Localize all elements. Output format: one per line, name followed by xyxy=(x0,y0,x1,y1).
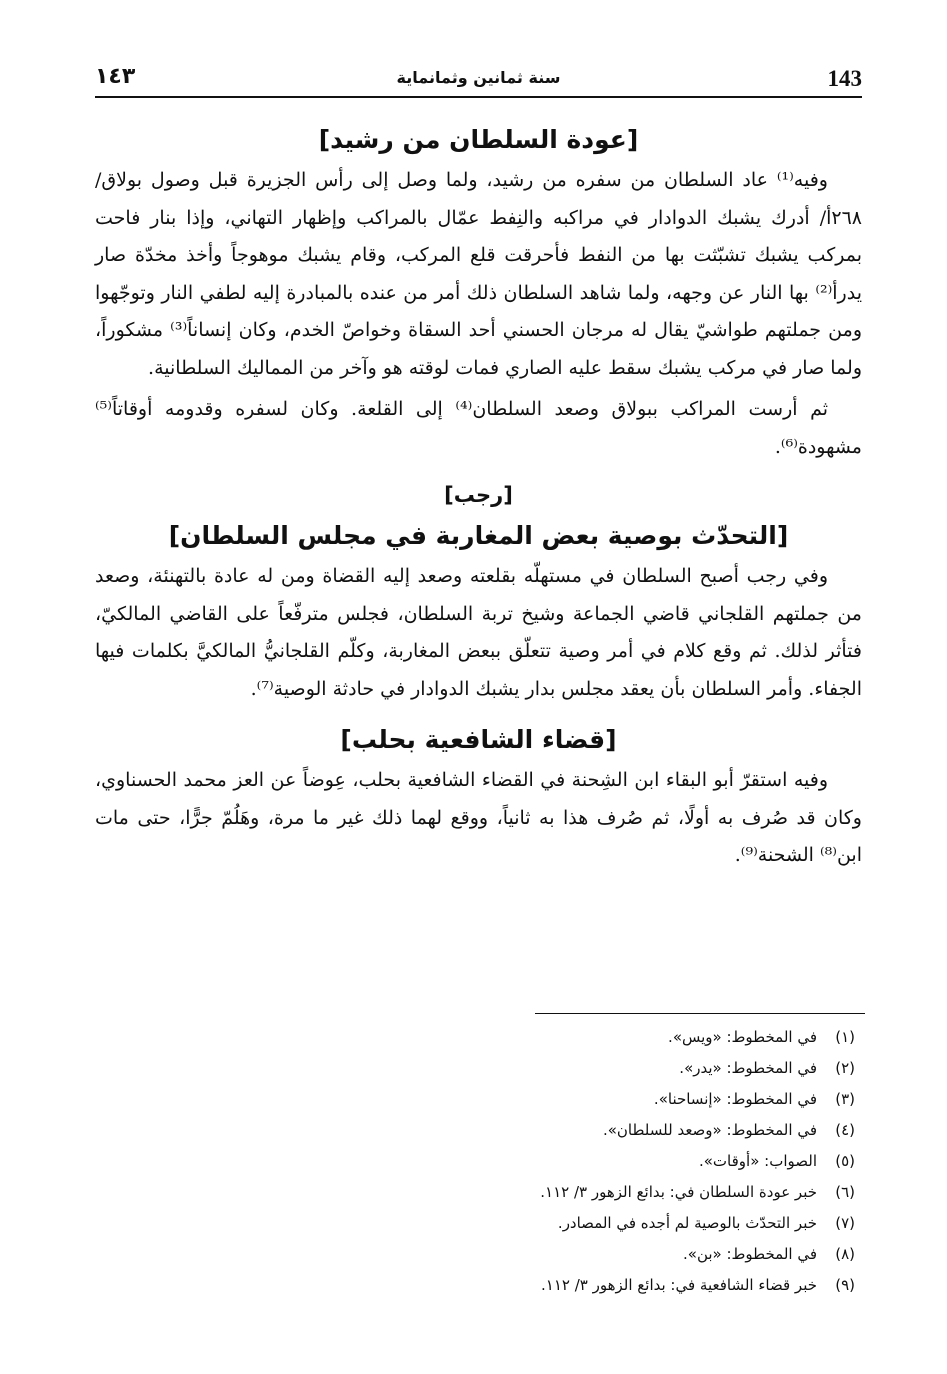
section-heading-shafii-judgeship: [قضاء الشافعية بحلب] xyxy=(340,725,617,754)
footnote-text: في المخطوط: «وصعد للسلطان». xyxy=(602,1121,817,1139)
footnote-text: في المخطوط: «ويس». xyxy=(668,1028,817,1046)
month-heading-rajab: [رجب] xyxy=(444,483,513,507)
main-text xyxy=(95,118,862,875)
footnote-item xyxy=(335,1146,855,1177)
footnote-number: (١) xyxy=(835,1028,855,1046)
paragraph: وفي رجب أصبح السلطان في مستهلّه بقلعته وصعد إليه القضاة ومن له عادة بالتهنئة، وصعد من جملتهم القلجاني قاضي الجماعة وشيخ تربة السلطان، فجلس مترفّعاً على القاضي المالكيّ، فتأثر لذلك. ثم وقع كلام في أمر وصية تتعلّق ببعض المغاربة، وكلّم القلجانيُّ المالكيَّ بكلمات فيها الجفاء. وأمر السلطان بأن يعقد مجلس بدار يشبك الدوادار في حادثة الوصية⁽⁷⁾. xyxy=(95,565,862,700)
footnote-text: الصواب: «أوقات». xyxy=(698,1152,817,1170)
footnote-text: في المخطوط: «إنساحنا». xyxy=(653,1090,817,1108)
footnote-number: (٥) xyxy=(835,1152,855,1170)
running-header xyxy=(95,58,862,98)
paragraph: ثم أرست المراكب ببولاق وصعد السلطان⁽⁴⁾ إلى القلعة. وكان لسفره وقدومه أوقاتاً⁽⁵⁾ مشهودة⁽⁶⁾. xyxy=(95,398,862,458)
footnote-divider xyxy=(535,1013,865,1014)
footnote-number: (٢) xyxy=(835,1059,855,1077)
footnote-number: (٦) xyxy=(835,1183,855,1201)
page-number-arabic: ١٤٣ xyxy=(95,64,136,89)
footnote-text: في المخطوط: «يدر». xyxy=(679,1059,817,1077)
footnote-text: في المخطوط: «بن». xyxy=(683,1245,817,1263)
footnote-text: خبر عودة السلطان في: بدائع الزهور ٣/ ١١٢. xyxy=(540,1183,817,1201)
footnote-number: (٨) xyxy=(835,1245,855,1263)
footnote-number: (٤) xyxy=(835,1121,855,1139)
footnote-item xyxy=(335,1022,855,1053)
footnote-item xyxy=(335,1177,855,1208)
paragraph: وفيه استقرّ أبو البقاء ابن الشِحنة في القضاء الشافعية بحلب، عِوضاً عن العز محمد الحسناوي، وكان قد صُرف به أولًا، ثم صُرف هذا به ثانياً، ووقع لهما ذلك غير ما مرة، وهَلُمّ جرًّا، حتى مات ابن⁽⁸⁾ الشحنة⁽⁹⁾. xyxy=(95,769,862,866)
footnote-number: (٧) xyxy=(835,1214,855,1232)
section-heading-will-discussion: [التحدّث بوصية بعض المغاربة في مجلس السلطان] xyxy=(168,521,789,550)
footnote-text: خبر قضاء الشافعية في: بدائع الزهور ٣/ ١١٢. xyxy=(540,1276,817,1294)
footnote-item xyxy=(335,1270,855,1301)
paragraph: وفيه⁽¹⁾ عاد السلطان من سفره من رشيد، ولما وصل إلى رأس الجزيرة قبل وصول بولاق/ ٢٦٨أ/ أدرك يشبك الدوادار في مراكبه والنِفط عمّال بالمراكب وإظهار التهاني، وإذا بنار فاحت بمركب يشبك تشبّثت بها من النفط فأحرقت قلع المركب، وقام يشبك موهوجاً وأخذ مخدّة صار يدرأ⁽²⁾ بها النار عن وجهه، ولما شاهد السلطان ذلك أمر من عنده بالمبادرة إليه لطفي النار وتوجّهوا ومن جملتهم طواشيّ يقال له مرجان الحسني أحد السقاة وخواصّ الخدم، وكان إنساناً⁽³⁾ مشكوراً، ولما صار في مركب يشبك سقط عليه الصاري فمات لوقته هو وآخر من المماليك السلطانية. xyxy=(95,169,862,379)
footnote-item xyxy=(335,1053,855,1084)
footnote-item xyxy=(335,1208,855,1239)
footnote-item xyxy=(335,1115,855,1146)
footnote-number: (٣) xyxy=(835,1090,855,1108)
running-title: سنة ثمانين وثمانماية xyxy=(396,68,561,87)
footnote-item xyxy=(335,1084,855,1115)
footnote-number: (٩) xyxy=(835,1276,855,1294)
section-heading-sultan-return: [عودة السلطان من رشيد] xyxy=(318,125,639,154)
footnote-text: خبر التحدّث بالوصية لم أجده في المصادر. xyxy=(557,1214,817,1232)
page-number-latin: 143 xyxy=(827,66,862,91)
footnotes xyxy=(335,1022,855,1301)
footnote-item xyxy=(335,1239,855,1270)
